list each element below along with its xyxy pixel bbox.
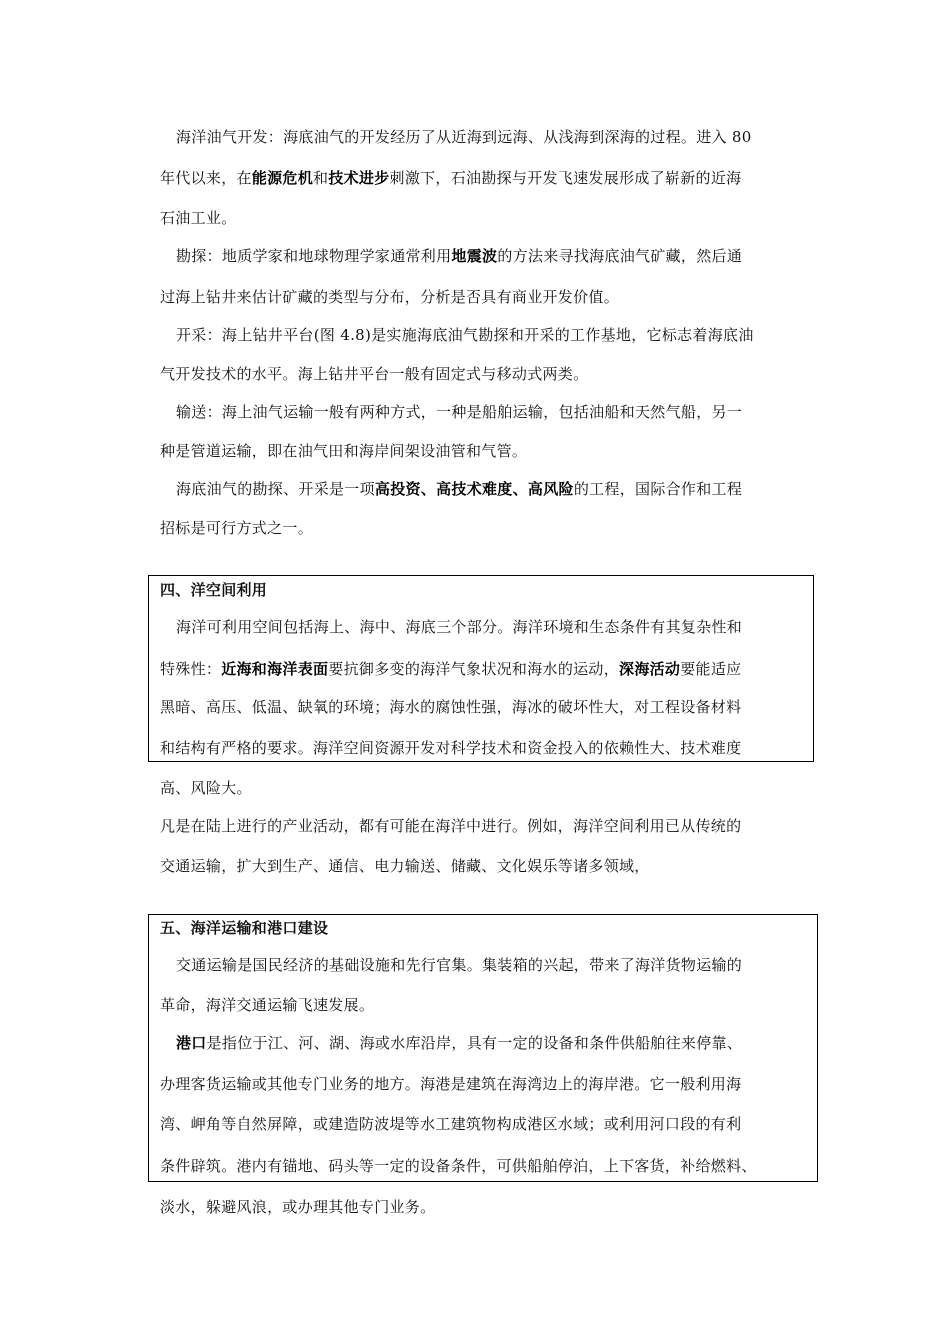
paragraph-line: 湾、岬角等自然屏障，或建造防波堤等水工建筑物构成港区水域；或利用河口段的有利 <box>160 1115 742 1133</box>
text-run: 是指位于江、河、湖、海或水库沿岸，具有一定的设备和条件供船舶往来停靠、 <box>206 1034 743 1052</box>
paragraph-line: 海洋可利用空间包括海上、海中、海底三个部分。海洋环境和生态条件有其复杂性和 <box>176 618 743 636</box>
text-run: 勘探：地质学家和地球物理学家通常利用 <box>176 247 452 265</box>
paragraph-line: 交通运输，扩大到生产、通信、电力输送、储藏、文化娱乐等诸多领域， <box>160 857 650 875</box>
paragraph-line <box>176 246 826 266</box>
paragraph-line <box>160 168 810 188</box>
paragraph-line: 淡水，躲避风浪，或办理其他专门业务。 <box>160 1198 436 1216</box>
text-run: 的方法来寻找海底油气矿藏，然后通 <box>497 247 743 265</box>
paragraph-line <box>176 1033 826 1053</box>
paragraph-line: 凡是在陆上进行的产业活动，都有可能在海洋中进行。例如，海洋空间利用已从传统的 <box>160 817 742 835</box>
bold-term: 技术进步 <box>328 169 390 187</box>
paragraph-line: 过海上钻井来估计矿藏的类型与分布，分析是否具有商业开发价值。 <box>160 288 620 306</box>
paragraph-line: 气开发技术的水平。海上钻井平台一般有固定式与移动式两类。 <box>160 365 589 383</box>
paragraph-line: 石油工业。 <box>160 209 237 227</box>
paragraph-line <box>160 659 810 679</box>
bold-term: 高投资、高技术难度、高风险 <box>374 480 574 498</box>
bold-term: 近海和海洋表面 <box>221 660 329 678</box>
text-run: 要抗御多变的海洋气象状况和海水的运动， <box>328 660 620 678</box>
text-run: 年代以来，在 <box>160 169 252 187</box>
text-run: 要能适应 <box>680 660 742 678</box>
paragraph-line: 开采：海上钻井平台(图 4.8)是实施海底油气勘探和开采的工作基地，它标志着海底油 <box>176 326 754 344</box>
bold-term: 能源危机 <box>251 169 314 187</box>
paragraph-line: 交通运输是国民经济的基础设施和先行官集。集装箱的兴起，带来了海洋货物运输的 <box>176 956 743 974</box>
text-run: 刺激下，石油勘探与开发飞速发展形成了崭新的近海 <box>389 169 742 187</box>
paragraph-line: 条件辟筑。港内有锚地、码头等一定的设备条件，可供船舶停泊，上下客货，补给燃料、 <box>160 1157 757 1175</box>
text-run: 海底油气的勘探、开采是一项 <box>176 480 375 498</box>
bold-term: 深海活动 <box>619 660 681 678</box>
paragraph-line: 高、风险大。 <box>160 779 252 797</box>
text-run: 特殊性： <box>160 660 222 678</box>
paragraph-line <box>176 479 826 499</box>
bold-term: 地震波 <box>451 247 498 265</box>
paragraph-line: 革命，海洋交通运输飞速发展。 <box>160 996 375 1014</box>
paragraph-line: 招标是可行方式之一。 <box>160 519 314 537</box>
text-run: 的工程，国际合作和工程 <box>573 480 743 498</box>
paragraph-line: 输送：海上油气运输一般有两种方式，一种是船舶运输，包括油船和天然气船，另一 <box>176 403 743 421</box>
section-heading: 五、海洋运输和港口建设 <box>160 919 329 937</box>
paragraph-line: 黑暗、高压、低温、缺氧的环境；海水的腐蚀性强，海冰的破坏性大，对工程设备材料 <box>160 698 742 716</box>
paragraph-line: 种是管道运输，即在油气田和海岸间架设油管和气管。 <box>160 442 528 460</box>
section-heading: 四、洋空间利用 <box>160 581 268 599</box>
paragraph-line: 海洋油气开发：海底油气的开发经历了从近海到远海、从浅海到深海的过程。进入 80 <box>176 128 752 146</box>
bold-term: 港口 <box>176 1034 207 1052</box>
text-run: 和 <box>313 169 329 187</box>
paragraph-line: 办理客货运输或其他专门业务的地方。海港是建筑在海湾边上的海岸港。它一般利用海 <box>160 1075 742 1093</box>
paragraph-line: 和结构有严格的要求。海洋空间资源开发对科学技术和资金投入的依赖性大、技术难度 <box>160 739 742 757</box>
